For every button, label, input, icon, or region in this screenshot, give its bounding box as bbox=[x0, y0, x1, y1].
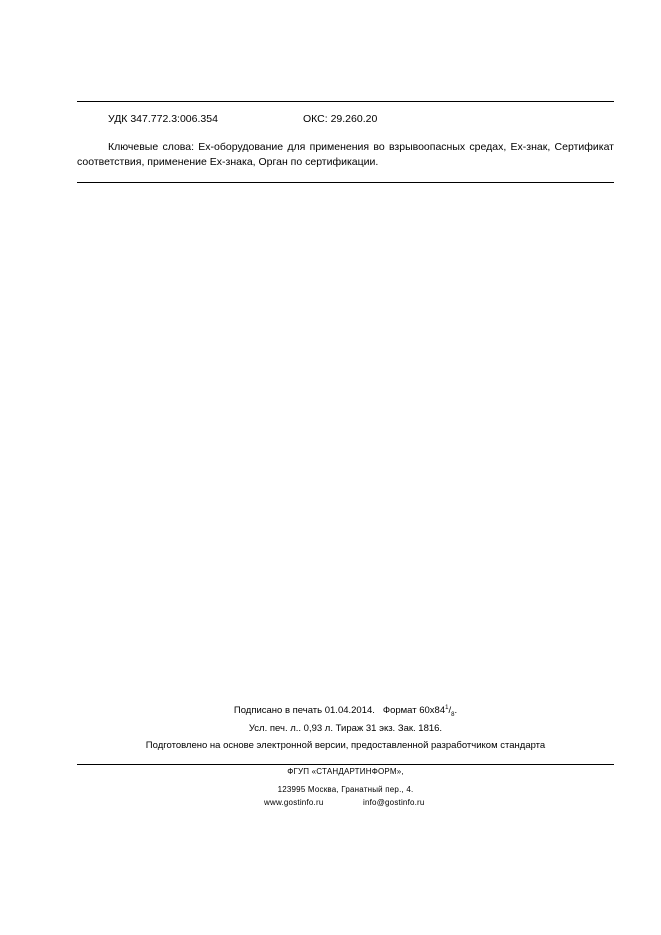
keywords-line-1: Ключевые слова: Ex-оборудование для применения во взрывоопасных средах, Ex-знак, Сертификат bbox=[108, 141, 614, 153]
publisher-address: 123995 Москва, Гранатный пер., 4. bbox=[277, 785, 414, 794]
format-subscript: 8 bbox=[451, 712, 455, 719]
publisher-rule bbox=[77, 764, 614, 765]
print-info: Усл. печ. л.. 0,93 л. Тираж 31 экз. Зак. 1816. bbox=[248, 723, 443, 734]
udk-code: УДК 347.772.3:006.354 bbox=[108, 113, 218, 125]
keywords-bottom-rule bbox=[77, 182, 614, 183]
publisher-website[interactable]: www.gostinfo.ru bbox=[264, 798, 324, 807]
publisher-name: ФГУП «СТАНДАРТИНФОРМ», bbox=[287, 767, 404, 776]
format-label: Формат 60x84 bbox=[382, 705, 446, 717]
format-end: . bbox=[454, 705, 458, 717]
keywords-line-2: соответствия, применение Ex-знака, Орган по сертификации. bbox=[77, 156, 379, 168]
keywords-block bbox=[77, 140, 614, 170]
top-rule bbox=[77, 101, 614, 102]
signed-date: Подписано в печать 01.04.2014. bbox=[233, 705, 375, 717]
prepared-note: Подготовлено на основе электронной версии, предоставленной разработчиком стандарта bbox=[145, 740, 546, 751]
format-superscript: 1 bbox=[445, 705, 449, 711]
oks-code: ОКС: 29.260.20 bbox=[303, 113, 378, 125]
publisher-email[interactable]: info@gostinfo.ru bbox=[363, 798, 425, 807]
imprint-signed-line: Подписано в печать 01.04.2014. Формат $60x84^1/_8$. bbox=[233, 705, 458, 719]
